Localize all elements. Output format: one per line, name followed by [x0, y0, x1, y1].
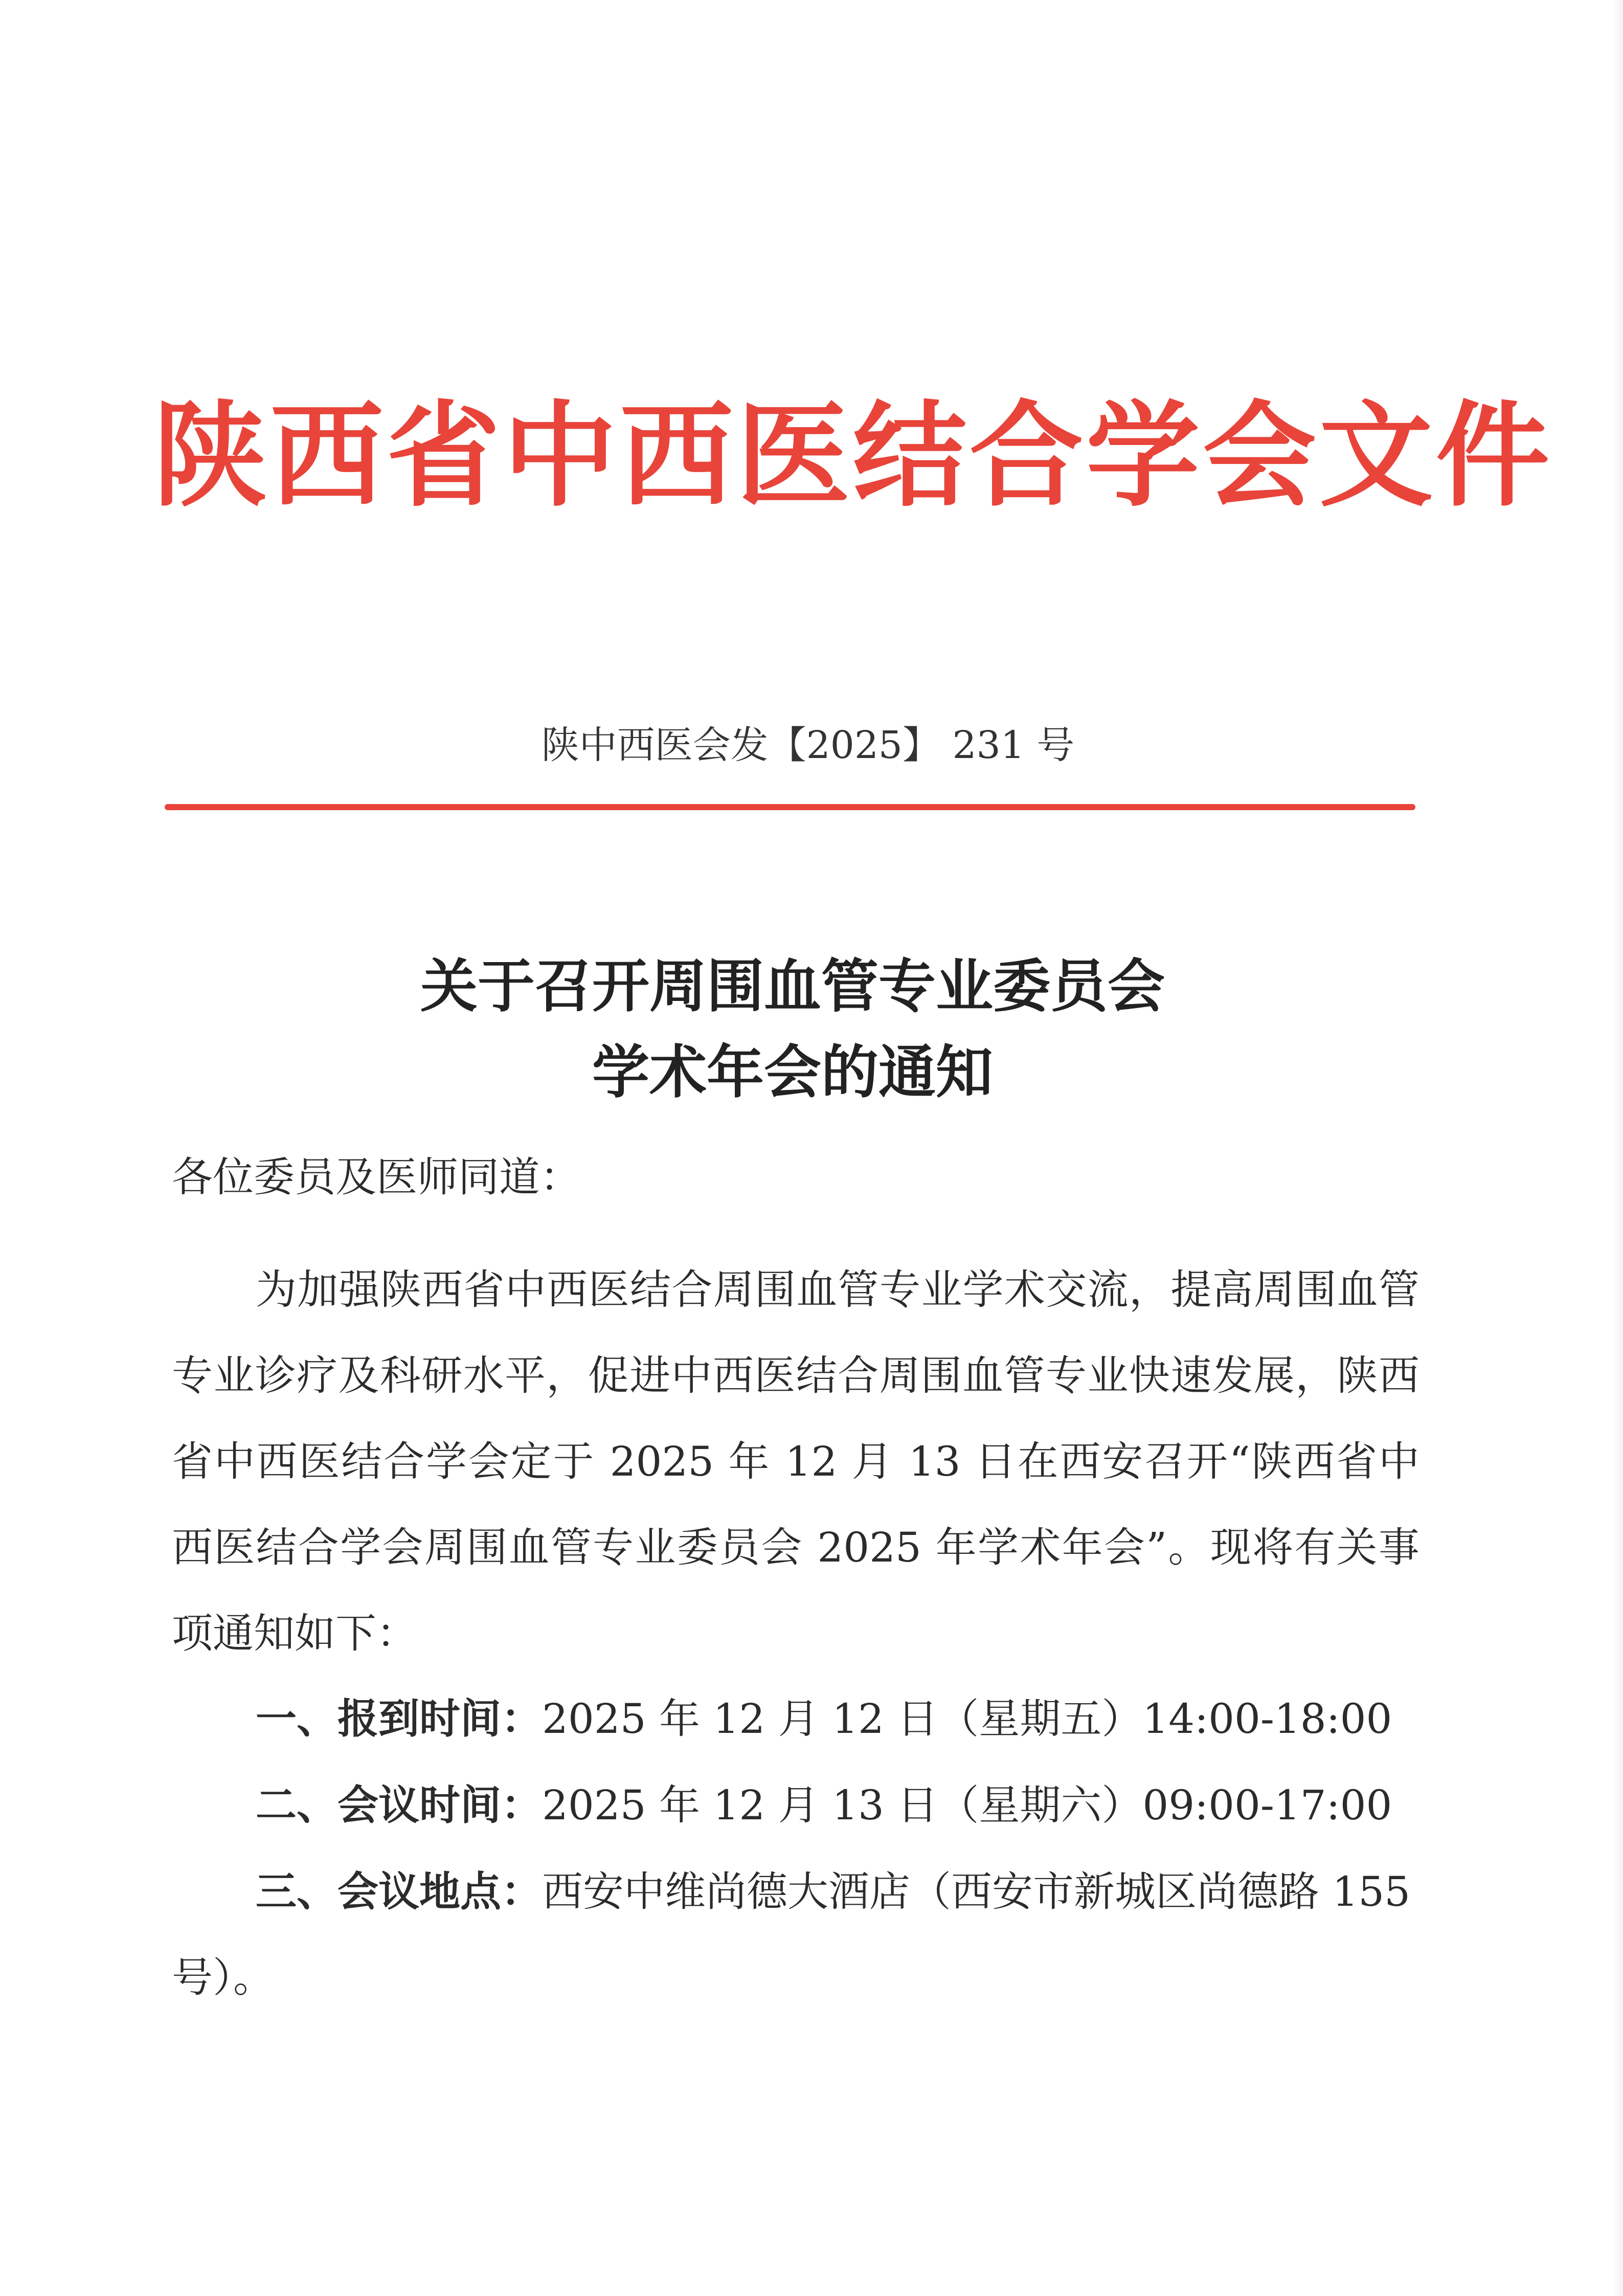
- item-label: 二、会议时间：: [256, 1781, 542, 1829]
- item-value: 西安中维尚德大酒店（西安市新城区尚德路 155 号）。: [172, 1868, 1411, 2001]
- item-meeting-location: [172, 1848, 1419, 2021]
- document-number: 陕中西医会发【2025】 231 号: [541, 723, 1075, 767]
- item-registration-time: [172, 1676, 1419, 1762]
- red-divider-line: [165, 804, 1415, 810]
- item-value: 2025 年 12 月 13 日（星期六）09:00-17:00: [542, 1781, 1392, 1829]
- salutation: 各位委员及医师同道：: [172, 1153, 581, 1201]
- document-masthead: 陕西省中西医结合学会文件: [153, 389, 1552, 522]
- notice-title-line-2: 学术年会的通知: [592, 1039, 993, 1106]
- item-label: 一、报到时间：: [256, 1695, 542, 1743]
- item-meeting-time: [172, 1762, 1419, 1848]
- item-label: 三、会议地点：: [256, 1867, 542, 1915]
- notice-title-line-1: 关于召开周围血管专业委员会: [420, 953, 1165, 1020]
- item-value: 2025 年 12 月 12 日（星期五）14:00-18:00: [542, 1695, 1392, 1743]
- notice-items: [172, 1676, 1419, 2021]
- body-paragraph: 为加强陕西省中西医结合周围血管专业学术交流，提高周围血管专业诊疗及科研水平，促进中西医结合周围血管专业快速发展，陕西省中西医结合学会定于 2025 年 12 月 13 日在西安召开“陕西省中西医结合学会周围血管专业委员会 2025 年学术年会”。现将有关事项通知如下：: [172, 1266, 1419, 1657]
- notice-title: [256, 944, 1329, 1116]
- scan-edge-shadow: [1614, 0, 1623, 2296]
